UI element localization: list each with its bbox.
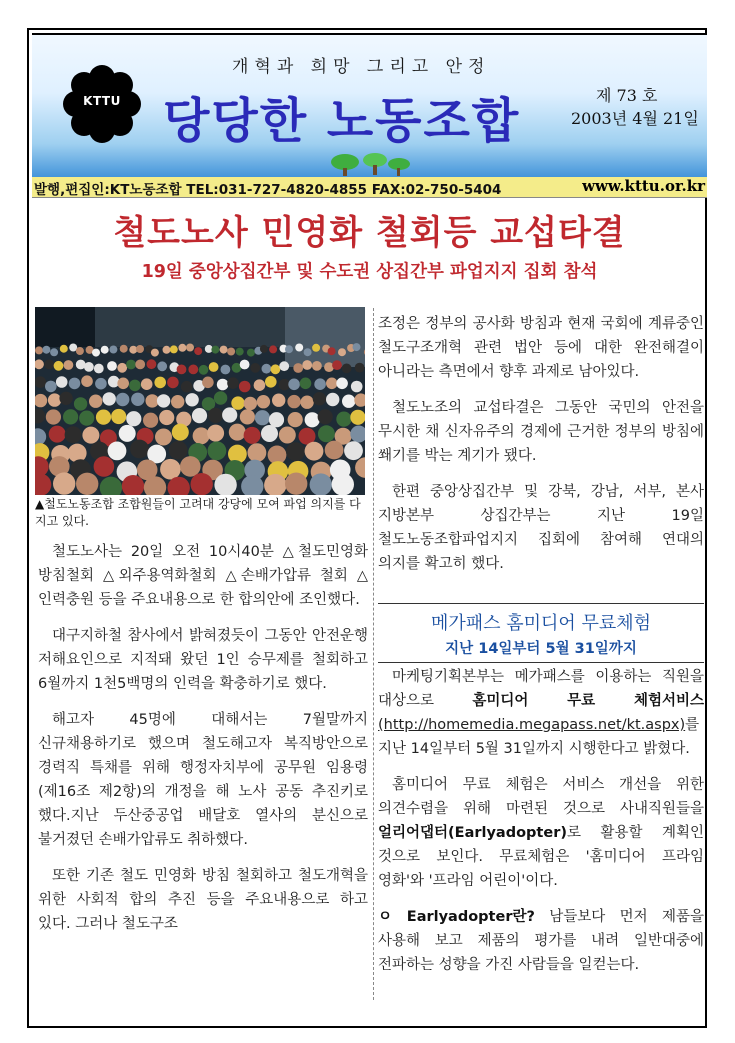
paragraph: 조정은 정부의 공사화 방침과 현재 국회에 계류중인 철도구조개혁 관련 법안 등에 대한 완전해결이 아니라는 측면에서 향후 과제로 남아있다.: [378, 316, 704, 380]
rally-photo: [35, 307, 365, 495]
article-right-column: [378, 312, 704, 588]
column-divider: [373, 308, 374, 1000]
issue-date: 2003년 4월 21일: [571, 109, 699, 128]
crowd-photo-image: [35, 307, 365, 495]
logo-text: KTTU: [83, 94, 121, 108]
bold-text: ㅇ Earlyadopter란?: [378, 909, 535, 925]
photo-caption: ▲철도노동조합 조합원들이 고려대 강당에 모여 파업 의지를 다지고 있다.: [35, 497, 361, 528]
headline: 철도노사 민영화 철회등 교섭타결: [113, 213, 626, 253]
box-title: 메가패스 홈미디어 무료체험: [430, 613, 652, 634]
newsletter-title: 당당한 노동조합: [163, 93, 521, 149]
box-subtitle: 지난 14일부터 5월 31일까지: [445, 641, 637, 657]
subheadline: 19일 중앙상집간부 및 수도권 상집간부 파업지지 집회 참석: [141, 262, 598, 282]
publisher-bar: [32, 177, 707, 198]
text: 남들보다 먼저 제품을 사용해 보고 제품의 평가를 내려 일반대중에 전파하는 성향을 가진 사람들을 일컫는다.: [378, 909, 704, 973]
paragraph: [378, 905, 704, 977]
publisher-info: 발행,편집인:KT노동조합 TEL:031-727-4820-4855 FAX:02-750-5404: [34, 182, 502, 198]
paragraph: [378, 773, 704, 893]
website-link[interactable]: www.kttu.or.kr: [582, 177, 705, 195]
text: 마케팅기획본부는 메가패스를 이용하는 직원을 대상으로: [378, 669, 704, 709]
megapass-box-header: [378, 603, 704, 663]
bold-text: 얼리어댑터(Earlyadopter): [378, 825, 567, 841]
paragraph: 철도노사는 20일 오전 10시40분 △철도민영화 방침철회 △외주용역화철회 △손배가압류 철회 △인력충원 등을 주요내용으로 한 합의안에 조인했다.: [38, 544, 368, 608]
paragraph: 또한 기존 철도 민영화 방침 철회하고 철도개혁을 위한 사회적 합의 추진 등을 주요내용으로 하고 있다. 그러나 철도구조: [38, 868, 368, 932]
article-left-column: [38, 540, 368, 948]
paragraph: [378, 665, 704, 761]
kttu-logo: [62, 64, 142, 144]
issue-number: 제 73 호: [596, 86, 658, 105]
paragraph: 해고자 45명에 대해서는 7월말까지 신규채용하기로 했으며 철도해고자 복직방안으로 경력직 특채를 위해 행정자치부에 공무원 임용령(제16조 제2항)의 개정을 해 노사 공동 추진키로 했다.지난 두산중공업 배달호 열사의 분신으로 불거졌던 손배가압류도 취하했다.: [38, 712, 368, 848]
bold-text: 홈미디어 무료 체험서비스: [472, 693, 704, 709]
homemedia-link[interactable]: (http://homemedia.megapass.net/kt.aspx): [378, 717, 686, 733]
text: 로 활용할 계획인 것으로 보인다. 무료체험은 '홈미디어 프라임 영화'와 '프라임 어린이'이다.: [378, 825, 704, 889]
megapass-article: [378, 665, 704, 989]
slogan: 개혁과 희망 그리고 안정: [232, 57, 491, 77]
text: 홈미디어 무료 체험은 서비스 개선을 위한 의견수렴을 위해 마련된 것으로 사내직원들을: [378, 777, 704, 817]
paragraph: 한편 중앙상집간부 및 강북, 강남, 서부, 본사 지방본부 상집간부는 지난 19일 철도노동조합파업지지 집회에 참여해 연대의 의지를 확고히 했다.: [378, 484, 704, 572]
paragraph: 대구지하철 참사에서 밝혀졌듯이 그동안 안전운행 저해요인으로 지적돼 왔던 1인 승무제를 철회하고 6월까지 1천5백명의 인력을 확충하기로 했다.: [38, 628, 368, 692]
paragraph: 철도노조의 교섭타결은 그동안 국민의 안전을 무시한 채 신자유주의 경제에 근거한 정부의 방침에 쐐기를 박는 계기가 됐다.: [378, 400, 704, 464]
text: 를 지난 14일부터 5월 31일까지 시행한다고 밝혔다.: [378, 717, 700, 757]
